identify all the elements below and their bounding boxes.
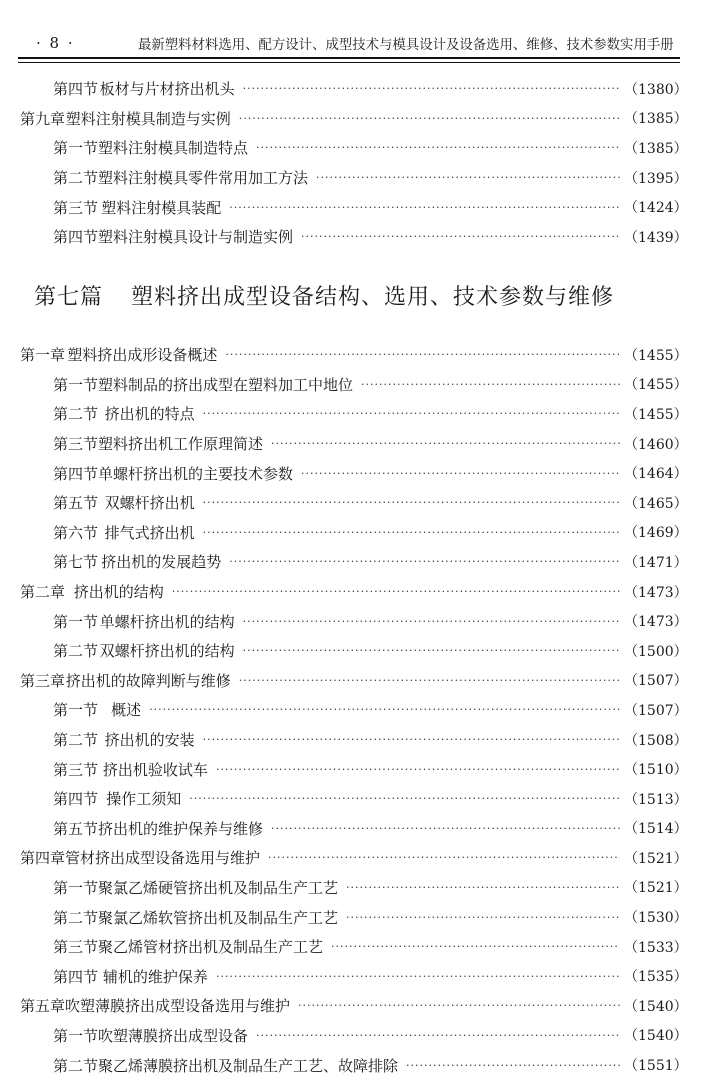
toc-section-entry (0, 163, 704, 193)
entry-page: （1500） (624, 643, 688, 660)
entry-number: 第四节 (53, 80, 99, 99)
dot-leader (406, 1059, 620, 1072)
entry-page: （1465） (624, 495, 688, 512)
entry-number: 第一节 (53, 375, 99, 394)
entry-page: （1464） (624, 466, 688, 483)
entry-number: 第四节 (53, 790, 99, 809)
entry-title: 单螺杆挤出机的结构 (99, 612, 235, 631)
entry-number: 第二节 (53, 405, 99, 424)
dot-leader (346, 881, 620, 894)
toc-section-entry (0, 902, 704, 932)
entry-title: 聚氯乙烯软管挤出机及制品生产工艺 (98, 908, 339, 927)
entry-number: 第五节 (53, 494, 99, 513)
page-number: · 8 · (36, 34, 75, 52)
entry-title: 聚乙烯薄膜挤出机及制品生产工艺、故障排除 (98, 1056, 399, 1075)
toc-section-entry (0, 636, 704, 666)
entry-title: 操作工须知 (106, 790, 182, 809)
dot-leader (256, 141, 620, 154)
entry-number: 第二节 (53, 731, 99, 750)
entry-page: （1521） (624, 880, 688, 897)
entry-number: 第四节 (53, 967, 99, 986)
dot-leader (271, 437, 620, 450)
entry-page: （1471） (624, 554, 688, 571)
entry-page: （1395） (624, 170, 688, 187)
toc-section-entry (0, 695, 704, 725)
toc-chapter-entry (0, 991, 704, 1021)
entry-title: 塑料注射模具制造与实例 (65, 109, 231, 128)
entry-number: 第三节 (53, 938, 99, 957)
entry-title: 排气式挤出机 (104, 523, 195, 542)
toc-section-entry (0, 1050, 704, 1080)
entry-title: 塑料挤出机工作原理简述 (98, 435, 264, 454)
entry-number: 第一节 (53, 1026, 99, 1045)
entry-title: 双螺杆挤出机的结构 (99, 642, 235, 661)
part-heading (34, 280, 614, 311)
toc-chapter-entry (0, 104, 704, 134)
entry-page: （1455） (624, 347, 688, 364)
entry-number: 第一节 (53, 701, 99, 720)
entry-page: （1385） (624, 140, 688, 157)
toc-list-bottom (0, 340, 704, 1080)
toc-section-entry (0, 547, 704, 577)
entry-page: （1510） (624, 762, 688, 779)
entry-page: （1455） (624, 377, 688, 394)
entry-page: （1473） (624, 614, 688, 631)
dot-leader (239, 112, 620, 125)
entry-number: 第一节 (53, 139, 99, 158)
entry-title: 概述 (111, 701, 142, 720)
entry-title: 聚乙烯管材挤出机及制品生产工艺 (98, 938, 324, 957)
toc-section-entry (0, 399, 704, 429)
toc-section-entry (0, 606, 704, 636)
entry-page: （1551） (624, 1058, 688, 1075)
toc-chapter-entry (0, 340, 704, 370)
dot-leader (331, 940, 620, 953)
dot-leader (298, 999, 620, 1012)
entry-title: 聚氯乙烯硬管挤出机及制品生产工艺 (98, 878, 339, 897)
header-rule-thick (18, 57, 680, 59)
entry-page: （1439） (624, 229, 688, 246)
toc-list-top (0, 74, 704, 252)
entry-number: 第一节 (53, 612, 99, 631)
toc-section-entry (0, 222, 704, 252)
entry-page: （1507） (624, 673, 688, 690)
toc-section-entry (0, 784, 704, 814)
entry-title: 塑料注射模具制造特点 (98, 139, 249, 158)
dot-leader (225, 348, 620, 361)
entry-number: 第二章 (20, 583, 66, 602)
dot-leader (243, 615, 620, 628)
entry-number: 第六节 (53, 523, 99, 542)
entry-number: 第三节 (53, 198, 99, 217)
toc-chapter-entry (0, 577, 704, 607)
entry-page: （1514） (624, 821, 688, 838)
entry-page: （1533） (624, 939, 688, 956)
entry-title: 塑料注射模具装配 (101, 198, 222, 217)
entry-page: （1508） (624, 732, 688, 749)
entry-title: 单螺杆挤出机的主要技术参数 (98, 464, 294, 483)
entry-number: 第二节 (53, 1056, 99, 1075)
entry-title: 挤出机的特点 (104, 405, 195, 424)
entry-number: 第二节 (53, 642, 99, 661)
entry-title: 辅机的维护保养 (102, 967, 208, 986)
entry-title: 吹塑薄膜挤出成型设备 (98, 1026, 249, 1045)
entry-number: 第二节 (53, 908, 99, 927)
dot-leader (216, 763, 620, 776)
toc-section-entry (0, 192, 704, 222)
entry-number: 第五节 (53, 819, 99, 838)
header-rule-thin (18, 62, 680, 63)
part-number: 第七篇 (34, 285, 104, 310)
entry-title: 塑料注射模具设计与制造实例 (98, 228, 294, 247)
entry-title: 挤出机的维护保养与维修 (98, 819, 264, 838)
toc-section-entry (0, 1021, 704, 1051)
entry-number: 第七节 (53, 553, 99, 572)
entry-number: 第三节 (53, 435, 99, 454)
dot-leader (172, 585, 620, 598)
entry-page: （1380） (624, 81, 688, 98)
toc-section-entry (0, 873, 704, 903)
dot-leader (216, 970, 620, 983)
entry-title: 管材挤出成型设备选用与维护 (65, 849, 261, 868)
toc-section-entry (0, 458, 704, 488)
entry-title: 双螺杆挤出机 (104, 494, 195, 513)
dot-leader (203, 733, 620, 746)
entry-title: 挤出机的安装 (104, 731, 195, 750)
entry-number: 第九章 (20, 109, 66, 128)
dot-leader (149, 703, 620, 716)
toc-section-entry (0, 370, 704, 400)
toc-section-entry (0, 429, 704, 459)
dot-leader (203, 496, 620, 509)
dot-leader (268, 851, 620, 864)
entry-number: 第三节 (53, 760, 99, 779)
dot-leader (361, 378, 620, 391)
entry-number: 第四节 (53, 464, 99, 483)
toc-section-entry (0, 74, 704, 104)
toc-section-entry (0, 725, 704, 755)
book-title: 最新塑料材料选用、配方设计、成型技术与模具设计及设备选用、维修、技术参数实用手册 (138, 38, 674, 53)
entry-number: 第四节 (53, 228, 99, 247)
toc-section-entry (0, 488, 704, 518)
entry-number: 第二节 (53, 169, 99, 188)
entry-title: 吹塑薄膜挤出成型设备选用与维护 (65, 997, 291, 1016)
entry-page: （1455） (624, 406, 688, 423)
entry-page: （1535） (624, 969, 688, 986)
toc-section-entry (0, 814, 704, 844)
toc-section-entry (0, 518, 704, 548)
entry-title: 塑料注射模具零件常用加工方法 (98, 169, 309, 188)
entry-page: （1513） (624, 791, 688, 808)
entry-number: 第四章 (20, 849, 66, 868)
entry-page: （1540） (624, 1028, 688, 1045)
toc-section-entry (0, 961, 704, 991)
entry-number: 第三章 (20, 671, 66, 690)
dot-leader (229, 555, 620, 568)
dot-leader (346, 911, 620, 924)
toc-section-entry (0, 133, 704, 163)
entry-page: （1385） (624, 111, 688, 128)
toc-chapter-entry (0, 843, 704, 873)
toc-section-entry (0, 754, 704, 784)
entry-page: （1540） (624, 998, 688, 1015)
dot-leader (203, 407, 620, 420)
dot-leader (203, 526, 620, 539)
entry-page: （1424） (624, 200, 688, 217)
entry-number: 第五章 (20, 997, 66, 1016)
dot-leader (243, 82, 620, 95)
entry-title: 挤出机验收试车 (102, 760, 208, 779)
entry-page: （1530） (624, 910, 688, 927)
part-title: 塑料挤出成型设备结构、选用、技术参数与维修 (131, 285, 615, 310)
toc-section-entry (0, 932, 704, 962)
entry-page: （1460） (624, 436, 688, 453)
dot-leader (229, 201, 620, 214)
entry-title: 板材与片材挤出机头 (99, 80, 235, 99)
dot-leader (189, 792, 620, 805)
running-header (18, 22, 680, 62)
dot-leader (316, 171, 620, 184)
dot-leader (301, 230, 620, 243)
entry-title: 挤出机的结构 (73, 583, 164, 602)
dot-leader (271, 822, 620, 835)
dot-leader (301, 467, 620, 480)
entry-title: 挤出机的故障判断与维修 (65, 671, 231, 690)
entry-page: （1469） (624, 525, 688, 542)
entry-page: （1473） (624, 584, 688, 601)
entry-number: 第一节 (53, 878, 99, 897)
toc-chapter-entry (0, 666, 704, 696)
entry-title: 挤出机的发展趋势 (101, 553, 222, 572)
dot-leader (256, 1029, 620, 1042)
entry-page: （1521） (624, 850, 688, 867)
entry-number: 第一章 (20, 346, 66, 365)
dot-leader (243, 644, 620, 657)
entry-title: 塑料挤出成形设备概述 (67, 346, 218, 365)
entry-page: （1507） (624, 702, 688, 719)
dot-leader (239, 674, 620, 687)
entry-title: 塑料制品的挤出成型在塑料加工中地位 (98, 375, 354, 394)
